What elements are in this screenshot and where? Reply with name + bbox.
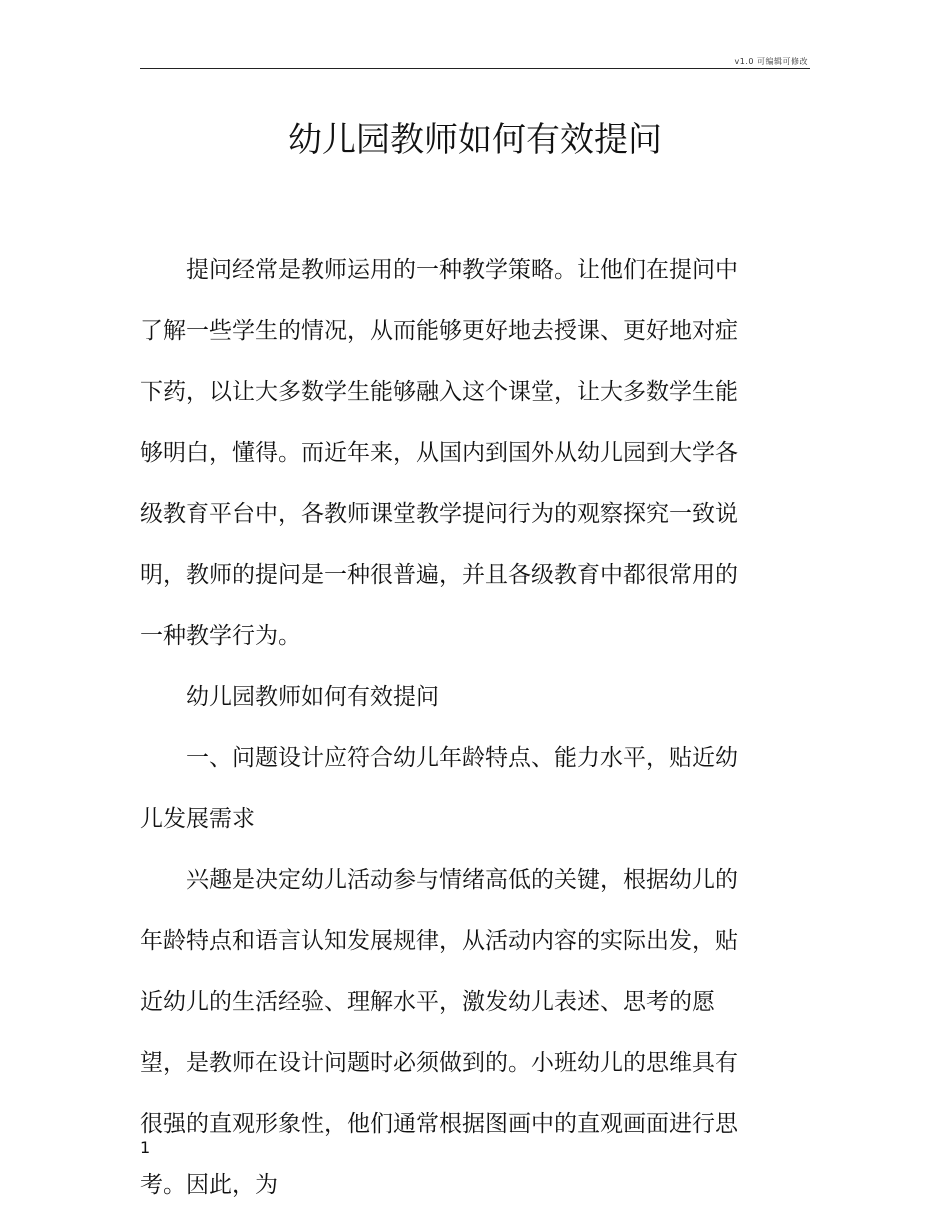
page-number: 1 xyxy=(140,1138,151,1157)
header-version-note: v1.0 可编辑可修改 xyxy=(734,57,808,66)
paragraph-subheading: 幼儿园教师如何有效提问 xyxy=(186,684,439,710)
paragraph-section-one-heading: 一、问题设计应符合幼儿年龄特点、能力水平，贴近幼儿发展需求 xyxy=(140,745,738,832)
document-title: 幼儿园教师如何有效提问 xyxy=(288,120,662,160)
paragraph-intro: 提问经常是教师运用的一种教学策略。让他们在提问中了解一些学生的情况，从而能够更好地去授课、更好地对症下药，以让大多数学生能够融入这个课堂，让大多数学生能够明白，懂得。而近年来，从国内到国外从幼儿园到大学各级教育平台中，各教师课堂教学提问行为的观察探究一致说明，教师的提问是一种很普遍，并且各级教育中都很常用的一种教学行为。 xyxy=(140,257,738,649)
document-body xyxy=(140,240,750,1216)
header-divider xyxy=(140,68,810,69)
paragraph-section-one-body: 兴趣是决定幼儿活动参与情绪高低的关键，根据幼儿的年龄特点和语言认知发展规律，从活动内容的实际出发，贴近幼儿的生活经验、理解水平，激发幼儿表述、思考的愿望，是教师在设计问题时必须做到的。小班幼儿的思维具有很强的直观形象性，他们通常根据图画中的直观画面进行思考。因此，为 xyxy=(140,867,738,1198)
